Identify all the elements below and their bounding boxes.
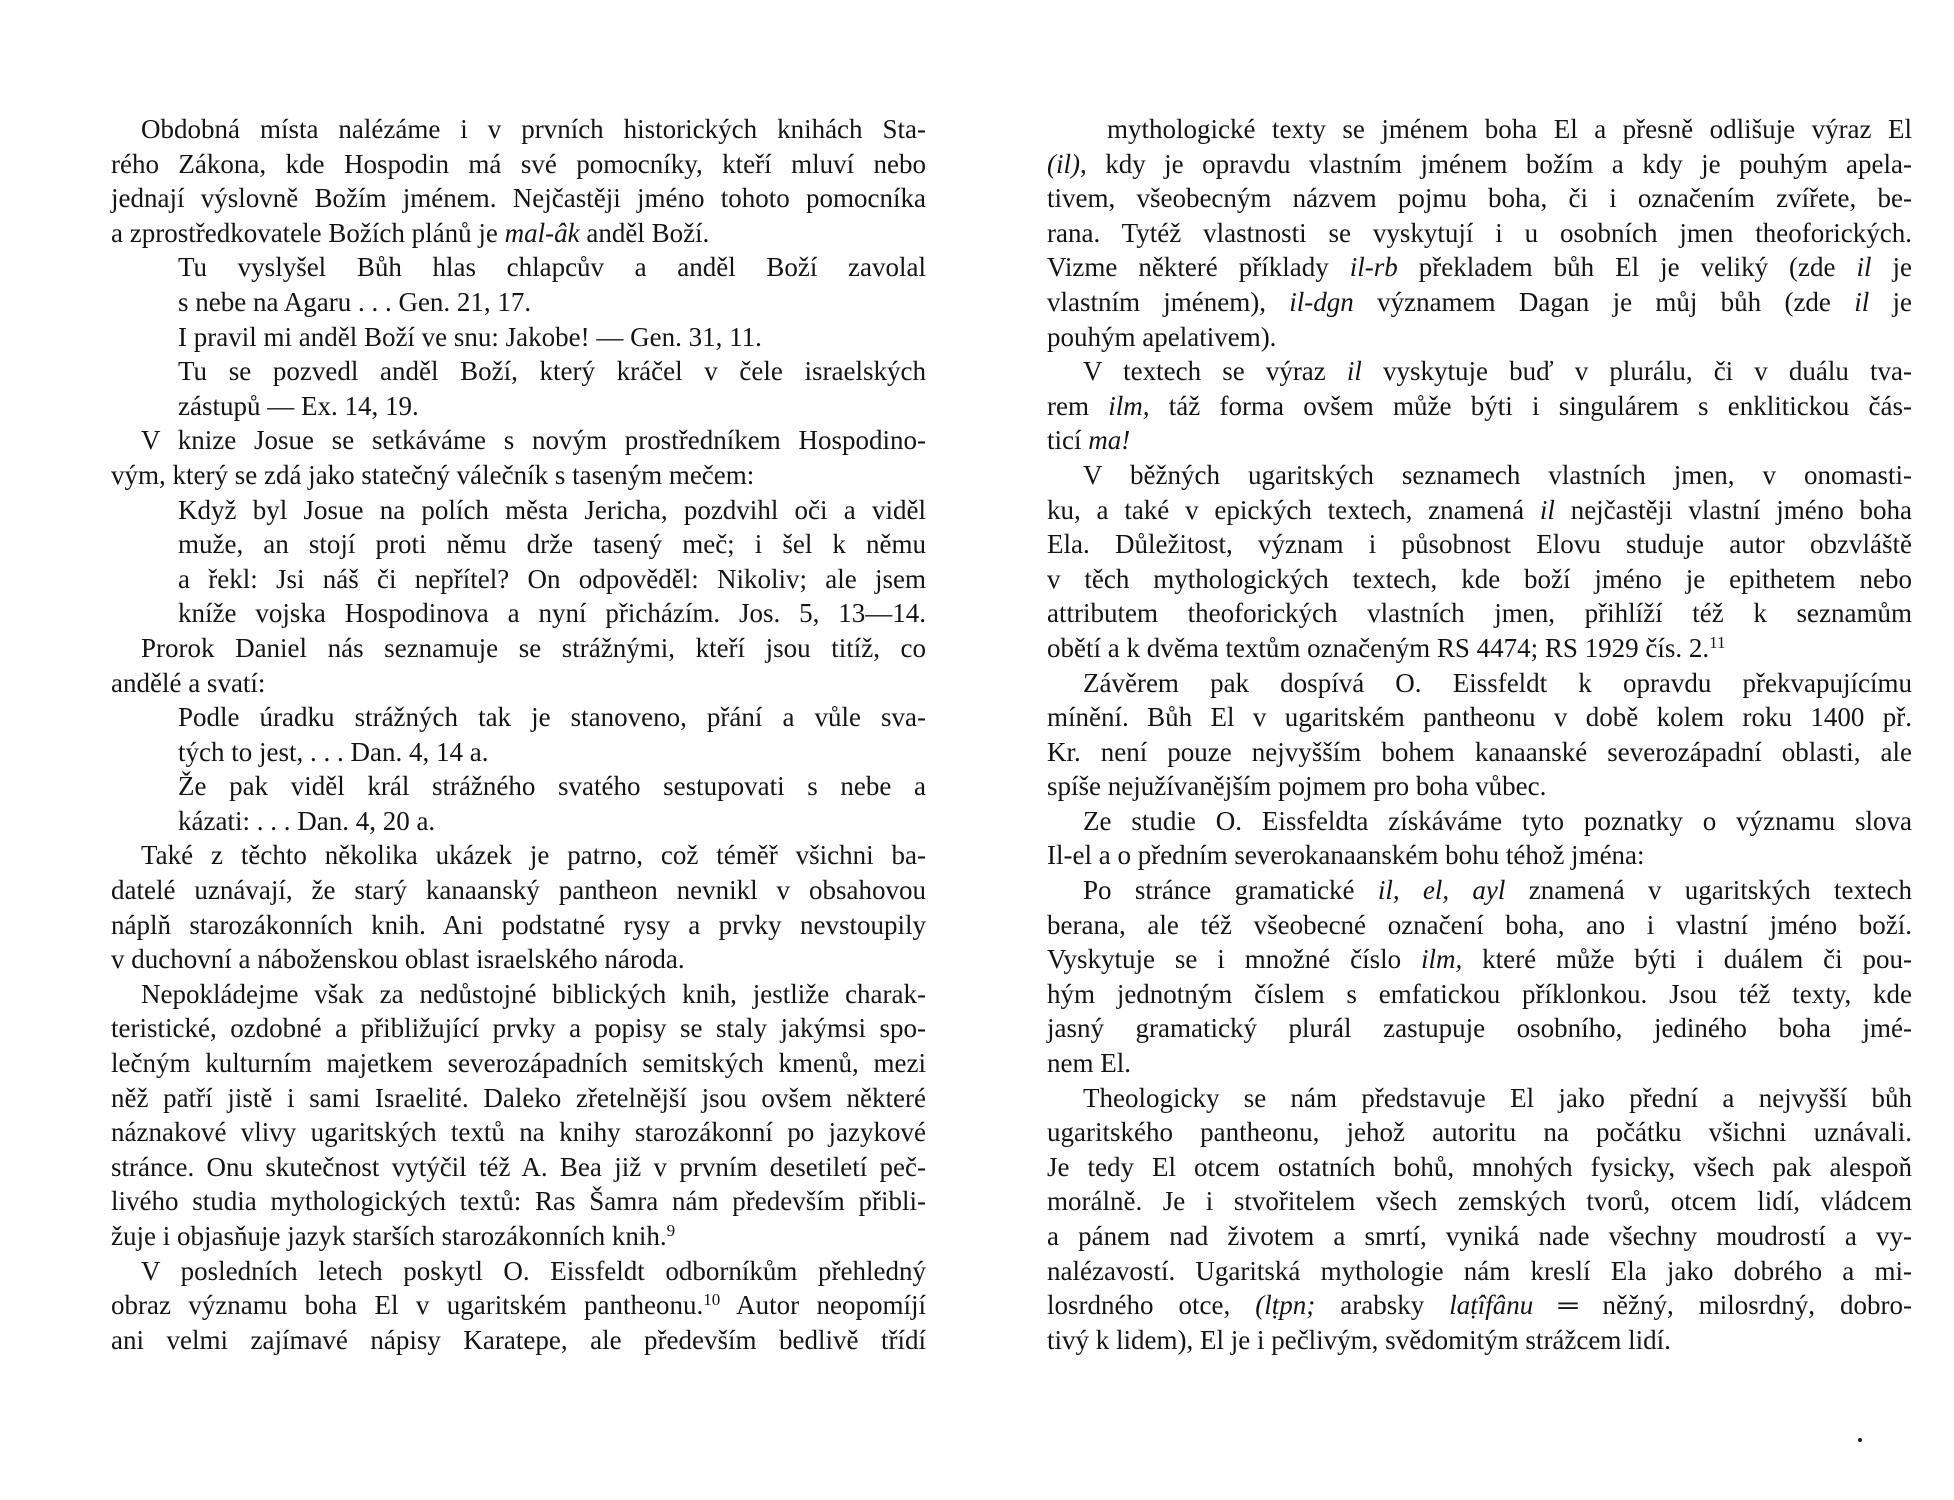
text-line: rého Zákona, kde Hospodin má své pomocníky, kteří mluví nebo (111, 148, 926, 179)
text-line: (il), kdy je opravdu vlastním jménem božím a kdy je pouhým apela- (1047, 148, 1912, 179)
text-line: náplň starozákonních knih. Ani podstatné rysy a prvky nevstoupily (111, 909, 926, 940)
quote-line: Tu vyslyšel Bůh hlas chlapcův a anděl Boží zavolal (178, 252, 926, 283)
italic-term: ilm, (1421, 944, 1463, 975)
text-line: Je tedy El otcem ostatních bohů, mnohých fysicky, všech pak alespoň (1047, 1151, 1912, 1182)
text-line: Po stránce gramatické il, el, ayl znamená v ugaritských textech (1083, 875, 1913, 906)
italic-term: il (1854, 286, 1870, 317)
italic-term: il-rb (1349, 252, 1398, 283)
text-line: berana, ale též všeobecné označení boha, ano i vlastní jméno boží. (1047, 909, 1912, 940)
italic-term: ilm, (1108, 390, 1150, 421)
italic-term: (lṭpn; (1255, 1290, 1316, 1321)
footnote-ref: 10 (703, 1290, 721, 1310)
quote-line: s nebe na Agaru . . . Gen. 21, 17. (178, 286, 532, 317)
text-line: V posledních letech poskytl O. Eissfeldt odborníkům přehledný (141, 1255, 926, 1286)
italic-term: il (1856, 252, 1872, 283)
text-line: mythologické texty se jménem boha El a přesně odlišuje výraz El (1107, 114, 1912, 144)
text-line: a zprostředkovatele Božích plánů je mal-âk anděl Boží. (111, 217, 710, 248)
italic-term: laṭîfânu (1449, 1290, 1534, 1321)
text-line: tivem, všeobecným názvem pojmu boha, či i označením zvířete, be- (1047, 183, 1912, 214)
text-line: žuje i objasňuje jazyk starších starozákonních knih.$^9$ (111, 1221, 676, 1251)
text-line: V knize Josue se setkáváme s novým prostředníkem Hospodino- (141, 425, 926, 456)
text-line: ticí ma! (1047, 425, 1131, 456)
text-line: losrdného otce, (lṭpn; arabsky laṭîfânu ═ něžný, milosrdný, dobro- (1047, 1290, 1913, 1321)
right-column (1047, 112, 1912, 1357)
text-line: vým, který se zdá jako statečný válečník s taseným mečem: (111, 459, 755, 490)
text-line: V textech se výraz il vyskytuje buď v plurálu, či v duálu tva- (1083, 356, 1913, 387)
italic-term: il (1346, 356, 1362, 387)
text-line: andělé a svatí: (111, 667, 266, 698)
text-line: pouhým apelativem). (1047, 321, 1277, 352)
text-line: Závěrem pak dospívá O. Eissfeldt k opravdu překvapujícímu (1083, 667, 1912, 698)
text-line: Nepokládejme však za nedůstojné biblických knih, jestliže charak- (141, 978, 926, 1009)
text-line: spíše nejužívanějším pojmem pro boha vůbec. (1047, 771, 1547, 802)
quote-line: muže, an stojí proti němu drže tasený meč; i šel k němu (178, 529, 926, 560)
print-speck (1858, 1438, 1862, 1442)
text-line: Ze studie O. Eissfeldta získáváme tyto poznatky o významu slova (1083, 805, 1912, 836)
text-line: ugaritského pantheonu, jehož autoritu na počátku všichni uznávali. (1047, 1117, 1912, 1148)
left-column (111, 112, 926, 1357)
text-line: v duchovní a náboženskou oblast israelského národa. (111, 944, 685, 975)
text-line: nalézavostí. Ugaritská mythologie nám kreslí Ela jako dobrého a mi- (1047, 1255, 1912, 1286)
italic-term: mal-âk (504, 217, 580, 248)
text-line: obětí a k dvěma textům označeným RS 4474; RS 1929 čís. 2.11 (1047, 632, 1726, 663)
text-line: teristické, ozdobné a přibližující prvky a popisy se staly jakýmsi spo- (111, 1013, 926, 1044)
text-line: V běžných ugaritských seznamech vlastních jmen, v onomasti- (1083, 459, 1912, 490)
text-line: datelé uznávají, že starý kanaanský pantheon nevnikl v obsahovou (111, 875, 926, 906)
text-line: stránce. Onu skutečnost vytýčil též A. Bea již v prvním desetiletí peč- (111, 1151, 926, 1182)
quote-line: tých to jest, . . . Dan. 4, 14 a. (178, 736, 489, 767)
text-line: rem ilm, táž forma ovšem může býti i singulárem s enklitickou čás- (1047, 390, 1912, 421)
text-line: jasný gramatický plurál zastupuje osobního, jediného boha jmé- (1047, 1013, 1912, 1044)
text-line: náznakové vlivy ugaritských textů na knihy starozákonní po jazykové (111, 1117, 926, 1148)
italic-term: il (1539, 494, 1555, 525)
text-line: Il-el a o předním severokanaanském bohu téhož jména: (1047, 840, 1645, 871)
text-line: v těch mythologických textech, kde boží jméno je epithetem nebo (1047, 563, 1912, 594)
quote-line: Podle úradku strážných tak je stanoveno, přání a vůle sva- (178, 702, 926, 733)
text-line: Také z těchto několika ukázek je patrno, což téměř všichni ba- (141, 840, 926, 871)
text-line: Ela. Důležitost, význam i působnost Elovu studuje autor obzvláště (1047, 529, 1912, 560)
quote-line: Že pak viděl král strážného svatého sestupovati s nebe a (178, 771, 926, 802)
text-line: livého studia mythologických textů: Ras Šamra nám především přibli- (111, 1186, 926, 1217)
text-line: Vizme některé příklady il-rb překladem bůh El je veliký (zde il je (1047, 252, 1913, 283)
quote-line: Když byl Josue na polích města Jericha, pozdvihl oči a viděl (178, 494, 926, 525)
italic-term: (il) (1047, 148, 1080, 179)
text-line: Vyskytuje se i množné číslo ilm, které může býti i duálem či pou- (1047, 944, 1912, 975)
text-line: mínění. Bůh El v ugaritském pantheonu v době kolem roku 1400 př. (1047, 702, 1912, 733)
footnote-ref: 9 (666, 1221, 676, 1240)
footnote-ref: 11 (1709, 632, 1726, 652)
text-line: něž patří jistě i sami Israelité. Daleko zřetelnější jsou ovšem některé (111, 1082, 926, 1113)
text-line: nem El. (1047, 1048, 1131, 1079)
italic-term: ma! (1088, 425, 1131, 456)
text-line: attributem theoforických vlastních jmen, přihlíží též k seznamům (1047, 598, 1912, 629)
italic-term: il-dgn (1289, 286, 1354, 317)
text-line: rana. Tytéž vlastnosti se vyskytují i u osobních jmen theoforických. (1047, 217, 1912, 248)
text-line: lečným kulturním majetkem severozápadních semitských kmenů, mezi (111, 1048, 926, 1079)
text-line: Obdobná místa nalézáme i v prvních historických knihách Sta- (141, 114, 926, 144)
text-line: Prorok Daniel nás seznamuje se strážnými, kteří jsou titíž, co (141, 632, 926, 663)
text-line: ani velmi zajímavé nápisy Karatepe, ale především bedlivě třídí (111, 1324, 926, 1355)
text-line: vlastním jménem), il-dgn významem Dagan je můj bůh (zde il je (1047, 286, 1913, 317)
text-line: Kr. není pouze nejvyšším bohem kanaanské severozápadní oblasti, ale (1047, 736, 1912, 767)
quote-line: kníže vojska Hospodinova a nyní přicházím. Jos. 5, 13—14. (178, 598, 926, 629)
text-line: Theologicky se nám představuje El jako přední a nejvyšší bůh (1083, 1082, 1912, 1113)
text-line: hým jednotným číslem s emfatickou příklonkou. Jsou též texty, kde (1047, 978, 1912, 1009)
quote-line: kázati: . . . Dan. 4, 20 a. (178, 805, 436, 836)
text-line: morálně. Je i stvořitelem všech zemských tvorů, otcem lidí, vládcem (1047, 1186, 1912, 1217)
text-line: jednají výslovně Božím jménem. Nejčastěji jméno tohoto pomocníka (111, 183, 926, 214)
quote-line: Tu se pozvedl anděl Boží, který kráčel v čele israelských (178, 356, 926, 387)
text-line: obraz významu boha El v ugaritském pantheonu.$^{10}$ Autor neopomíjí (111, 1290, 926, 1321)
italic-term: il, el, ayl (1377, 875, 1506, 906)
text-line: tivý k lidem), El je i pečlivým, svědomitým strážcem lidí. (1047, 1324, 1671, 1355)
text-line: ku, a také v epických textech, znamená il nejčastěji vlastní jméno boha (1047, 494, 1912, 525)
quote-line: I pravil mi anděl Boží ve snu: Jakobe! — Gen. 31, 11. (178, 321, 762, 352)
quote-line: a řekl: Jsi náš či nepřítel? On odpověděl: Nikoliv; ale jsem (178, 563, 926, 594)
text-line: a pánem nad životem a smrtí, vyniká nade všechny moudrostí a vy- (1047, 1221, 1912, 1251)
quote-line: zástupů — Ex. 14, 19. (178, 390, 419, 421)
